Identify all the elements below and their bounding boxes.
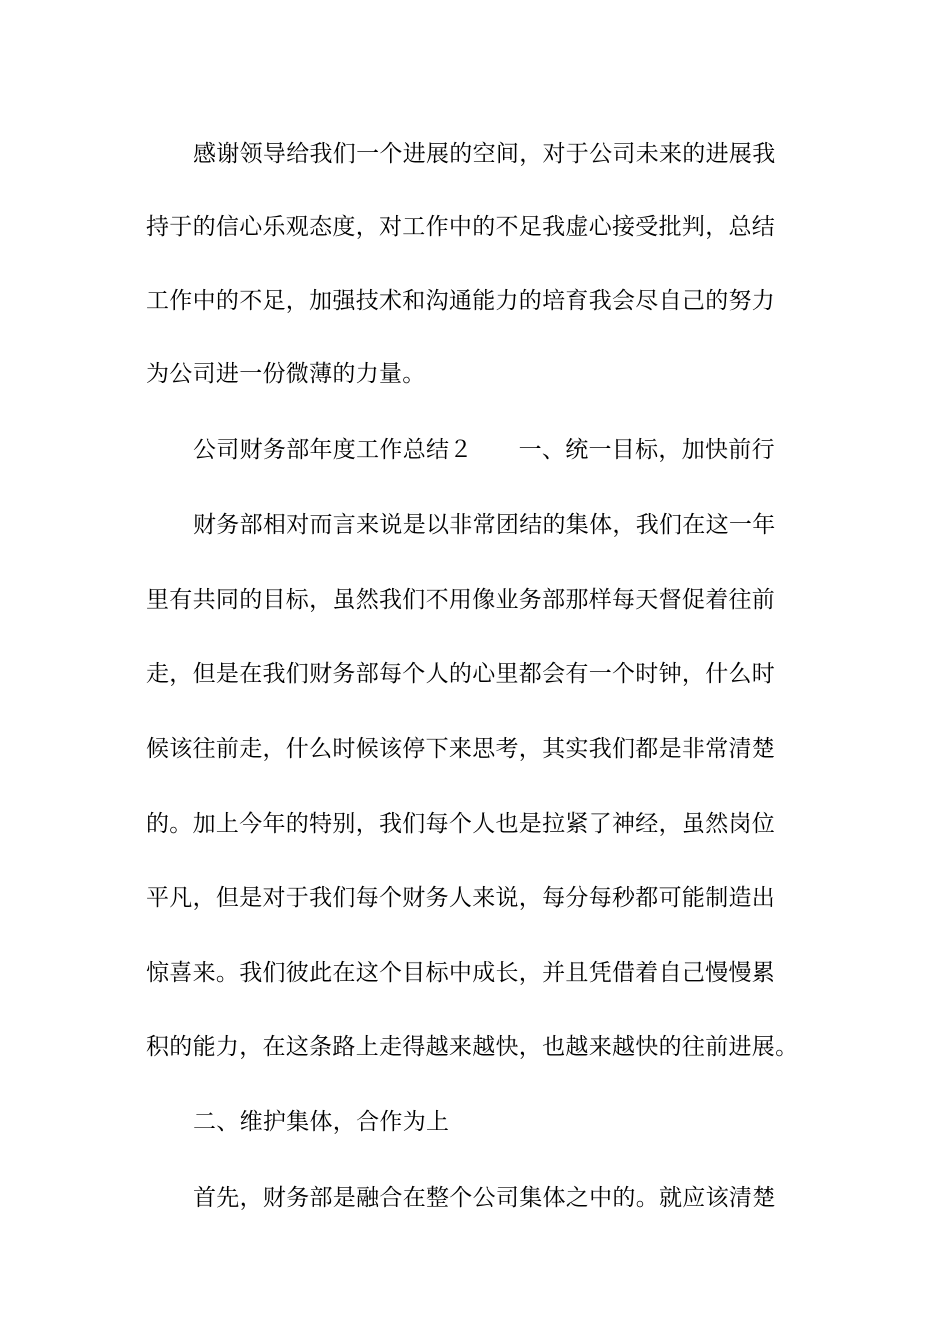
paragraph-line: 财务部相对而言来说是以非常团结的集体，我们在这一年: [193, 512, 776, 538]
section-heading: 一、统一目标，加快前行: [518, 437, 775, 463]
paragraph-line: 里有共同的目标，虽然我们不用像业务部那样每天督促着往前: [146, 587, 776, 613]
paragraph-line: 首先，财务部是融合在整个公司集体之中的。就应该清楚: [193, 1185, 776, 1211]
paragraph-line: 候该往前走，什么时候该停下来思考，其实我们都是非常清楚: [146, 736, 776, 762]
paragraph-line: 感谢领导给我们一个进展的空间，对于公司未来的进展我: [193, 141, 776, 167]
paragraph-line: 走，但是在我们财务部每个人的心里都会有一个时钟，什么时: [146, 661, 776, 687]
paragraph-line: 的。加上今年的特别，我们每个人也是拉紧了神经，虽然岗位: [146, 811, 776, 837]
paragraph-line: 积的能力，在这条路上走得越来越快，也越来越快的往前进展。: [146, 1034, 799, 1060]
section-heading: 二、维护集体，合作为上: [193, 1109, 450, 1135]
section-title-row: [193, 435, 775, 465]
paragraph-line: 为公司进一份微薄的力量。: [146, 361, 426, 387]
document-title: 公司财务部年度工作总结２: [193, 437, 473, 463]
paragraph-line: 惊喜来。我们彼此在这个目标中成长，并且凭借着自己慢慢累: [146, 960, 776, 986]
paragraph-line: 工作中的不足，加强技术和沟通能力的培育我会尽自己的努力: [146, 288, 776, 314]
paragraph-line: 持于的信心乐观态度，对工作中的不足我虚心接受批判，总结: [146, 214, 776, 240]
paragraph-line: 平凡，但是对于我们每个财务人来说，每分每秒都可能制造出: [146, 885, 776, 911]
